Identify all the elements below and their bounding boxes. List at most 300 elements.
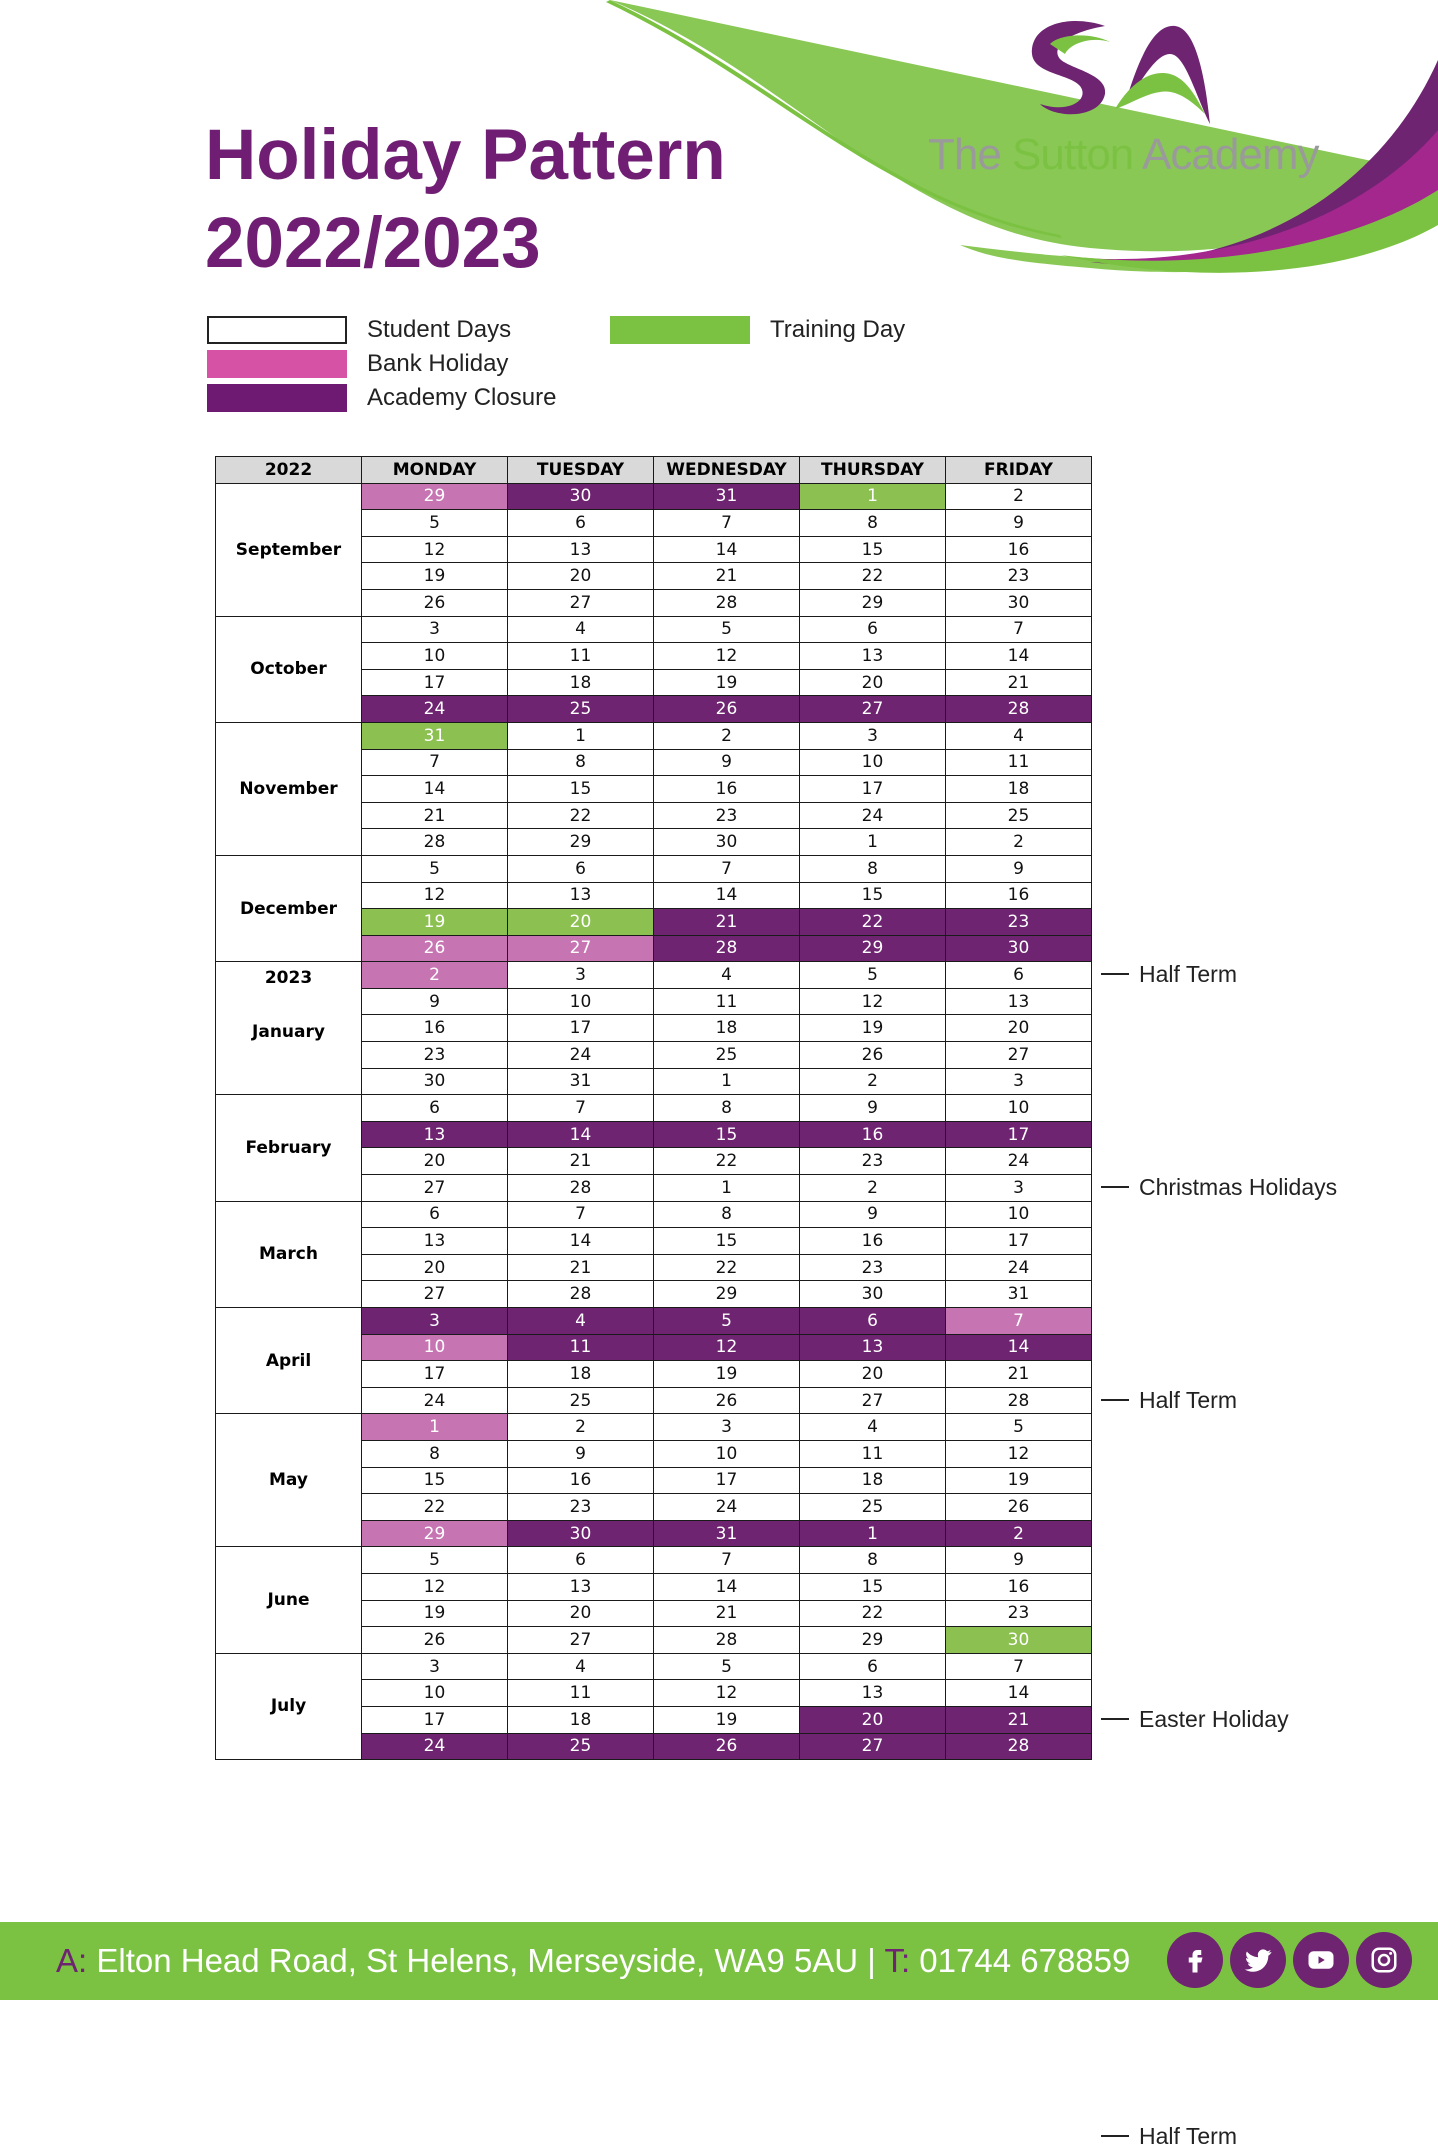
day-cell: 9 <box>362 988 508 1015</box>
annotation-label: Easter Holiday <box>1139 1705 1289 1732</box>
table-row <box>216 616 1092 643</box>
day-cell: 7 <box>362 749 508 776</box>
day-cell: 2 <box>800 1068 946 1095</box>
day-cell: 4 <box>654 962 800 989</box>
day-cell: 23 <box>946 909 1092 936</box>
day-cell: 1 <box>654 1175 800 1202</box>
day-cell: 11 <box>508 643 654 670</box>
day-cell: 5 <box>362 855 508 882</box>
day-cell: 12 <box>654 643 800 670</box>
day-cell: 16 <box>946 536 1092 563</box>
day-cell: 23 <box>800 1148 946 1175</box>
logo-word-academy: Academy <box>1133 130 1319 179</box>
day-cell: 14 <box>946 1334 1092 1361</box>
day-cell: 9 <box>508 1440 654 1467</box>
day-cell: 9 <box>800 1201 946 1228</box>
day-cell: 11 <box>654 988 800 1015</box>
day-cell: 4 <box>946 722 1092 749</box>
month-label <box>216 1653 362 1759</box>
day-cell: 25 <box>800 1494 946 1521</box>
day-cell: 29 <box>362 1520 508 1547</box>
header-tuesday: TUESDAY <box>508 457 654 484</box>
month-name: November <box>239 778 338 799</box>
day-cell: 2 <box>946 483 1092 510</box>
period-annotation <box>1101 1387 1237 1414</box>
day-cell: 3 <box>362 1308 508 1335</box>
month-name: February <box>245 1137 332 1158</box>
day-cell: 2 <box>946 829 1092 856</box>
day-cell: 11 <box>508 1334 654 1361</box>
day-cell: 23 <box>800 1254 946 1281</box>
day-cell: 10 <box>362 1334 508 1361</box>
day-cell: 22 <box>800 1600 946 1627</box>
day-cell: 23 <box>946 1600 1092 1627</box>
month-label <box>216 1095 362 1201</box>
day-cell: 21 <box>508 1148 654 1175</box>
day-cell: 14 <box>508 1121 654 1148</box>
day-cell: 30 <box>946 1627 1092 1654</box>
day-cell: 26 <box>654 1733 800 1760</box>
day-cell: 16 <box>800 1228 946 1255</box>
day-cell: 26 <box>362 1627 508 1654</box>
month-label <box>216 483 362 616</box>
day-cell: 28 <box>362 829 508 856</box>
instagram-icon[interactable] <box>1356 1932 1412 1988</box>
day-cell: 8 <box>508 749 654 776</box>
twitter-icon[interactable] <box>1230 1932 1286 1988</box>
day-cell: 13 <box>362 1121 508 1148</box>
day-cell: 14 <box>654 536 800 563</box>
header-monday: MONDAY <box>362 457 508 484</box>
day-cell: 20 <box>946 1015 1092 1042</box>
day-cell: 18 <box>508 669 654 696</box>
day-cell: 15 <box>800 882 946 909</box>
day-cell: 26 <box>946 1494 1092 1521</box>
day-cell: 16 <box>946 882 1092 909</box>
day-cell: 2 <box>800 1175 946 1202</box>
day-cell: 15 <box>654 1121 800 1148</box>
day-cell: 10 <box>946 1095 1092 1122</box>
legend-label: Training Day <box>770 316 906 343</box>
day-cell: 15 <box>508 776 654 803</box>
legend-item-training-day <box>610 315 905 345</box>
day-cell: 17 <box>654 1467 800 1494</box>
day-cell: 22 <box>800 563 946 590</box>
address-text: Elton Head Road, St Helens, Merseyside, WA9 5AU | <box>87 1942 885 1979</box>
day-cell: 7 <box>946 1653 1092 1680</box>
day-cell: 22 <box>800 909 946 936</box>
day-cell: 7 <box>508 1201 654 1228</box>
day-cell: 6 <box>362 1201 508 1228</box>
month-label <box>216 616 362 722</box>
table-row <box>216 483 1092 510</box>
day-cell: 28 <box>946 1387 1092 1414</box>
day-cell: 5 <box>946 1414 1092 1441</box>
day-cell: 8 <box>800 510 946 537</box>
day-cell: 20 <box>508 909 654 936</box>
day-cell: 8 <box>800 1547 946 1574</box>
tel-label: T: <box>884 1942 911 1979</box>
day-cell: 24 <box>362 1387 508 1414</box>
day-cell: 24 <box>946 1148 1092 1175</box>
day-cell: 3 <box>800 722 946 749</box>
page-title-line1: Holiday Pattern <box>205 116 726 195</box>
page-title <box>205 112 726 288</box>
day-cell: 13 <box>508 1573 654 1600</box>
day-cell: 6 <box>800 1653 946 1680</box>
day-cell: 6 <box>800 616 946 643</box>
day-cell: 18 <box>800 1467 946 1494</box>
day-cell: 11 <box>800 1440 946 1467</box>
table-row <box>216 1095 1092 1122</box>
day-cell: 14 <box>362 776 508 803</box>
day-cell: 27 <box>946 1042 1092 1069</box>
month-label <box>216 1201 362 1307</box>
day-cell: 2 <box>508 1414 654 1441</box>
day-cell: 4 <box>508 616 654 643</box>
day-cell: 31 <box>508 1068 654 1095</box>
day-cell: 13 <box>508 536 654 563</box>
day-cell: 13 <box>800 1334 946 1361</box>
annotation-label: Half Term <box>1139 1386 1237 1413</box>
day-cell: 11 <box>946 749 1092 776</box>
day-cell: 2 <box>362 962 508 989</box>
day-cell: 13 <box>362 1228 508 1255</box>
day-cell: 1 <box>508 722 654 749</box>
day-cell: 23 <box>362 1042 508 1069</box>
day-cell: 7 <box>946 616 1092 643</box>
day-cell: 22 <box>362 1494 508 1521</box>
day-cell: 20 <box>362 1148 508 1175</box>
day-cell: 27 <box>508 1627 654 1654</box>
legend-swatch-student <box>207 316 347 344</box>
table-row <box>216 1547 1092 1574</box>
day-cell: 24 <box>946 1254 1092 1281</box>
month-label <box>216 855 362 961</box>
day-cell: 17 <box>362 669 508 696</box>
day-cell: 18 <box>508 1706 654 1733</box>
legend-item-academy-closure <box>207 383 556 413</box>
legend-swatch-closure <box>207 384 347 412</box>
legend-item-bank-holiday <box>207 349 508 379</box>
day-cell: 3 <box>508 962 654 989</box>
day-cell: 17 <box>800 776 946 803</box>
month-label <box>216 1308 362 1414</box>
day-cell: 17 <box>946 1228 1092 1255</box>
day-cell: 27 <box>800 1733 946 1760</box>
day-cell: 16 <box>654 776 800 803</box>
day-cell: 15 <box>800 1573 946 1600</box>
day-cell: 12 <box>654 1334 800 1361</box>
day-cell: 7 <box>654 1547 800 1574</box>
day-cell: 28 <box>946 1733 1092 1760</box>
annotation-line <box>1101 2135 1129 2137</box>
month-name: January <box>252 1022 325 1043</box>
day-cell: 25 <box>654 1042 800 1069</box>
table-header-row <box>216 457 1092 484</box>
header-friday: FRIDAY <box>946 457 1092 484</box>
day-cell: 5 <box>362 510 508 537</box>
table-row <box>216 1201 1092 1228</box>
day-cell: 9 <box>654 749 800 776</box>
month-name: June <box>267 1590 310 1611</box>
logo-word-sutton: Sutton <box>1012 130 1134 179</box>
day-cell: 10 <box>362 643 508 670</box>
table-row <box>216 855 1092 882</box>
day-cell: 15 <box>362 1467 508 1494</box>
day-cell: 3 <box>362 1653 508 1680</box>
day-cell: 27 <box>800 1387 946 1414</box>
header-year: 2022 <box>216 457 362 484</box>
logo-word-the: The <box>928 130 1013 179</box>
day-cell: 12 <box>654 1680 800 1707</box>
day-cell: 31 <box>362 722 508 749</box>
day-cell: 28 <box>508 1175 654 1202</box>
day-cell: 21 <box>654 909 800 936</box>
day-cell: 13 <box>800 1680 946 1707</box>
day-cell: 16 <box>800 1121 946 1148</box>
day-cell: 16 <box>362 1015 508 1042</box>
day-cell: 5 <box>654 1653 800 1680</box>
day-cell: 26 <box>362 935 508 962</box>
day-cell: 14 <box>946 1680 1092 1707</box>
day-cell: 26 <box>654 1387 800 1414</box>
day-cell: 22 <box>654 1148 800 1175</box>
day-cell: 12 <box>362 882 508 909</box>
month-name: September <box>235 539 342 560</box>
day-cell: 10 <box>654 1440 800 1467</box>
day-cell: 26 <box>800 1042 946 1069</box>
legend-label: Student Days <box>367 316 512 343</box>
annotation-line <box>1101 1399 1129 1401</box>
day-cell: 12 <box>362 1573 508 1600</box>
day-cell: 1 <box>800 483 946 510</box>
day-cell: 21 <box>362 802 508 829</box>
day-cell: 31 <box>654 483 800 510</box>
day-cell: 22 <box>508 802 654 829</box>
day-cell: 12 <box>946 1440 1092 1467</box>
header-thursday: THURSDAY <box>800 457 946 484</box>
day-cell: 11 <box>508 1680 654 1707</box>
day-cell: 25 <box>508 1733 654 1760</box>
day-cell: 28 <box>654 935 800 962</box>
day-cell: 6 <box>508 855 654 882</box>
day-cell: 27 <box>508 935 654 962</box>
day-cell: 15 <box>654 1228 800 1255</box>
day-cell: 23 <box>654 802 800 829</box>
day-cell: 14 <box>508 1228 654 1255</box>
day-cell: 21 <box>946 669 1092 696</box>
day-cell: 17 <box>508 1015 654 1042</box>
period-annotation <box>1101 1174 1337 1201</box>
day-cell: 6 <box>508 1547 654 1574</box>
day-cell: 30 <box>654 829 800 856</box>
table-row <box>216 1308 1092 1335</box>
day-cell: 19 <box>654 1361 800 1388</box>
year-label: 2023 <box>264 968 313 989</box>
academy-logo <box>1010 14 1210 129</box>
day-cell: 30 <box>946 935 1092 962</box>
day-cell: 3 <box>362 616 508 643</box>
month-name: July <box>270 1696 307 1717</box>
day-cell: 1 <box>362 1414 508 1441</box>
day-cell: 18 <box>508 1361 654 1388</box>
day-cell: 28 <box>946 696 1092 723</box>
day-cell: 27 <box>800 696 946 723</box>
day-cell: 18 <box>946 776 1092 803</box>
day-cell: 19 <box>362 909 508 936</box>
day-cell: 29 <box>362 483 508 510</box>
day-cell: 23 <box>946 563 1092 590</box>
month-name: May <box>269 1470 308 1491</box>
day-cell: 16 <box>946 1573 1092 1600</box>
day-cell: 29 <box>800 935 946 962</box>
day-cell: 8 <box>362 1440 508 1467</box>
day-cell: 27 <box>362 1281 508 1308</box>
month-name: April <box>265 1350 312 1371</box>
legend-label: Bank Holiday <box>367 350 509 377</box>
day-cell: 26 <box>654 696 800 723</box>
period-annotation <box>1101 1706 1289 1733</box>
day-cell: 4 <box>508 1308 654 1335</box>
day-cell: 28 <box>654 1627 800 1654</box>
day-cell: 30 <box>362 1068 508 1095</box>
day-cell: 10 <box>508 988 654 1015</box>
day-cell: 9 <box>946 1547 1092 1574</box>
annotation-label: Half Term <box>1139 2122 1237 2149</box>
month-label <box>216 1414 362 1547</box>
day-cell: 6 <box>362 1095 508 1122</box>
day-cell: 14 <box>946 643 1092 670</box>
annotation-line <box>1101 1718 1129 1720</box>
day-cell: 14 <box>654 882 800 909</box>
day-cell: 20 <box>508 563 654 590</box>
day-cell: 7 <box>654 510 800 537</box>
day-cell: 23 <box>508 1494 654 1521</box>
day-cell: 28 <box>508 1281 654 1308</box>
youtube-icon[interactable] <box>1293 1932 1349 1988</box>
day-cell: 21 <box>946 1361 1092 1388</box>
month-label <box>216 962 362 1095</box>
day-cell: 21 <box>654 1600 800 1627</box>
day-cell: 29 <box>508 829 654 856</box>
day-cell: 3 <box>654 1414 800 1441</box>
day-cell: 10 <box>946 1201 1092 1228</box>
footer-contact <box>56 1942 1130 1980</box>
day-cell: 2 <box>654 722 800 749</box>
day-cell: 27 <box>362 1175 508 1202</box>
month-label <box>216 1547 362 1653</box>
day-cell: 9 <box>800 1095 946 1122</box>
address-label: A: <box>56 1942 88 1979</box>
day-cell: 29 <box>800 589 946 616</box>
day-cell: 12 <box>800 988 946 1015</box>
day-cell: 13 <box>946 988 1092 1015</box>
day-cell: 10 <box>800 749 946 776</box>
day-cell: 30 <box>800 1281 946 1308</box>
day-cell: 10 <box>362 1680 508 1707</box>
day-cell: 1 <box>654 1068 800 1095</box>
day-cell: 7 <box>654 855 800 882</box>
day-cell: 31 <box>654 1520 800 1547</box>
day-cell: 13 <box>508 882 654 909</box>
day-cell: 25 <box>508 1387 654 1414</box>
annotation-label: Half Term <box>1139 960 1237 987</box>
day-cell: 17 <box>362 1361 508 1388</box>
day-cell: 14 <box>654 1573 800 1600</box>
day-cell: 19 <box>362 1600 508 1627</box>
legend <box>207 315 1007 415</box>
day-cell: 19 <box>362 563 508 590</box>
day-cell: 30 <box>946 589 1092 616</box>
day-cell: 17 <box>362 1706 508 1733</box>
annotation-line <box>1101 973 1129 975</box>
annotation-line <box>1101 1186 1129 1188</box>
day-cell: 21 <box>654 563 800 590</box>
day-cell: 15 <box>800 536 946 563</box>
day-cell: 20 <box>800 1361 946 1388</box>
day-cell: 26 <box>362 589 508 616</box>
table-row <box>216 962 1092 989</box>
facebook-icon[interactable] <box>1167 1932 1223 1988</box>
day-cell: 7 <box>508 1095 654 1122</box>
table-row <box>216 722 1092 749</box>
day-cell: 4 <box>508 1653 654 1680</box>
day-cell: 19 <box>800 1015 946 1042</box>
day-cell: 5 <box>654 616 800 643</box>
day-cell: 2 <box>946 1520 1092 1547</box>
day-cell: 19 <box>946 1467 1092 1494</box>
day-cell: 29 <box>654 1281 800 1308</box>
academy-logo-text <box>928 130 1328 180</box>
day-cell: 9 <box>946 855 1092 882</box>
table-row <box>216 1653 1092 1680</box>
day-cell: 24 <box>362 1733 508 1760</box>
day-cell: 31 <box>946 1281 1092 1308</box>
day-cell: 30 <box>508 483 654 510</box>
day-cell: 22 <box>654 1254 800 1281</box>
month-name: December <box>239 898 338 919</box>
day-cell: 20 <box>800 1706 946 1733</box>
day-cell: 16 <box>508 1467 654 1494</box>
month-label <box>216 722 362 855</box>
day-cell: 5 <box>362 1547 508 1574</box>
day-cell: 24 <box>800 802 946 829</box>
day-cell: 24 <box>362 696 508 723</box>
day-cell: 20 <box>800 669 946 696</box>
day-cell: 7 <box>946 1308 1092 1335</box>
day-cell: 25 <box>946 802 1092 829</box>
day-cell: 21 <box>508 1254 654 1281</box>
day-cell: 30 <box>508 1520 654 1547</box>
legend-item-student-days <box>207 315 511 345</box>
legend-swatch-bank <box>207 350 347 378</box>
day-cell: 19 <box>654 669 800 696</box>
day-cell: 3 <box>946 1175 1092 1202</box>
holiday-calendar-table <box>215 456 1092 1760</box>
month-name: March <box>259 1244 318 1265</box>
day-cell: 8 <box>800 855 946 882</box>
day-cell: 5 <box>800 962 946 989</box>
day-cell: 17 <box>946 1121 1092 1148</box>
day-cell: 4 <box>800 1414 946 1441</box>
day-cell: 6 <box>946 962 1092 989</box>
header-wednesday: WEDNESDAY <box>654 457 800 484</box>
day-cell: 20 <box>508 1600 654 1627</box>
month-name: October <box>250 659 327 680</box>
footer <box>0 1922 1438 2000</box>
period-annotation <box>1101 961 1237 988</box>
